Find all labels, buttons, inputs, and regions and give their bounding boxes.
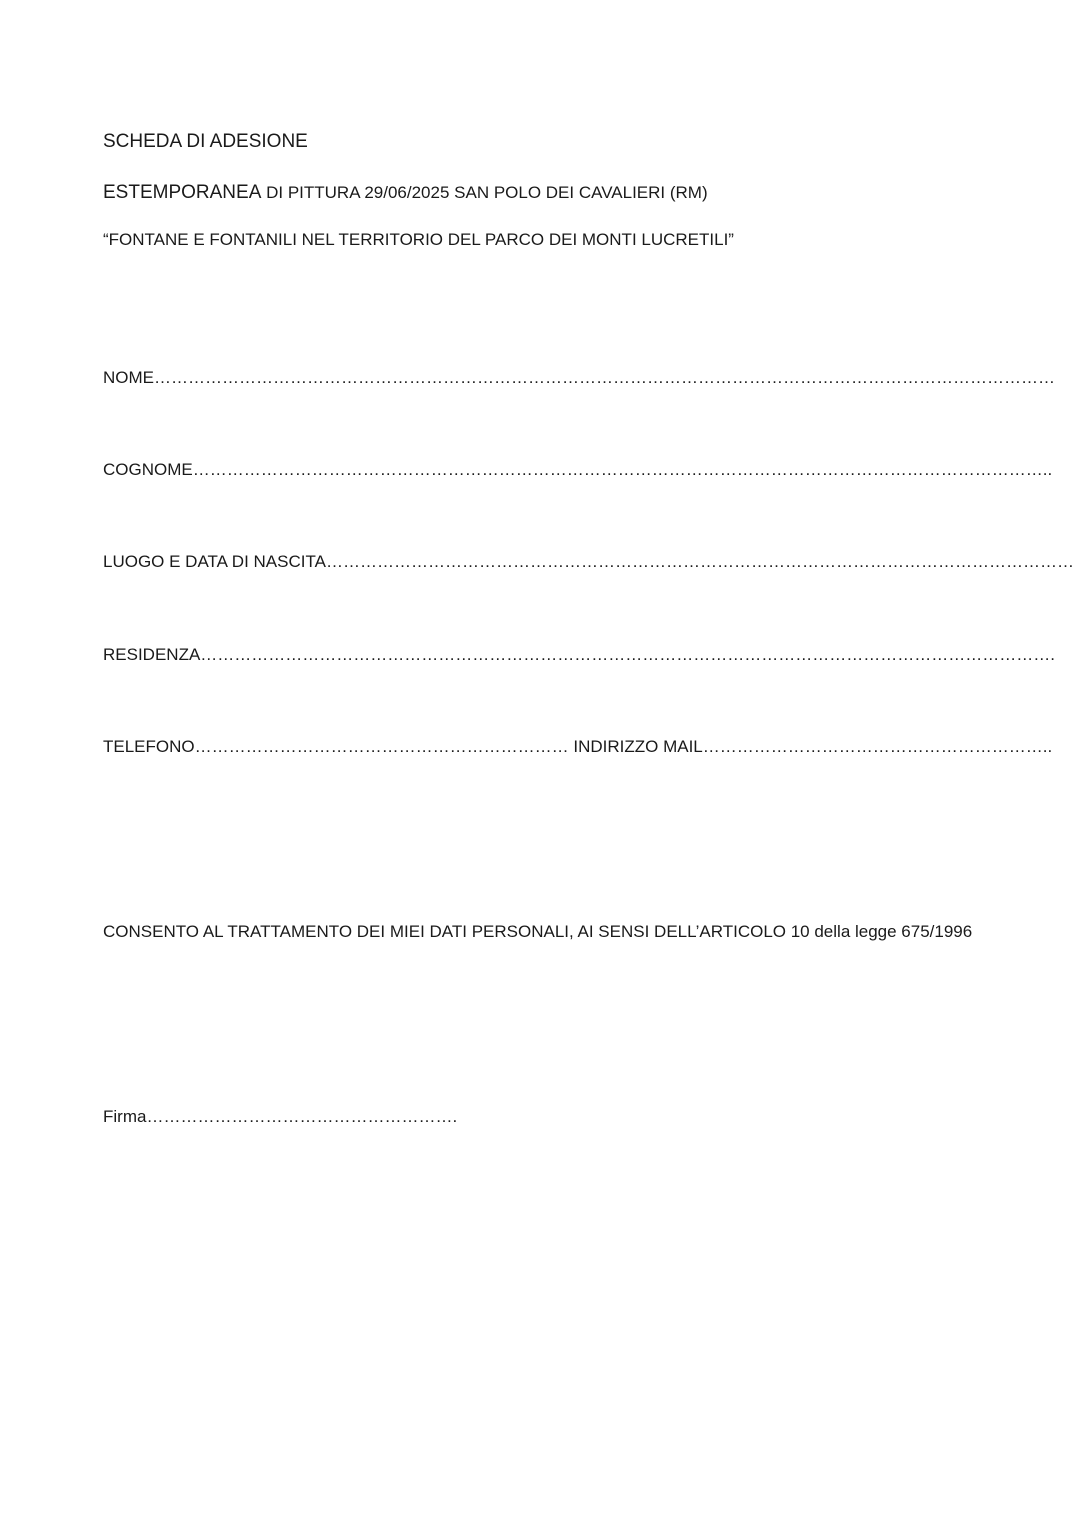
field-nome-label: NOME — [103, 368, 154, 387]
field-firma — [103, 1105, 457, 1129]
field-cognome-label: COGNOME — [103, 460, 193, 479]
field-nome-input[interactable]: …………………………………………………………………………………………………………………………………………… — [154, 368, 1055, 387]
field-cognome — [103, 458, 1052, 482]
field-email-input[interactable]: …………………………………………………….. — [702, 737, 1053, 756]
field-nascita-label: LUOGO E DATA DI NASCITA — [103, 552, 326, 571]
field-residenza-label: RESIDENZA — [103, 645, 201, 664]
field-nascita-input[interactable]: …………………………………………………………………………………………………………………… — [325, 552, 1074, 571]
field-telefono-input[interactable]: ………………………………………………………… — [194, 737, 569, 756]
field-email-label: INDIRIZZO MAIL — [568, 737, 703, 756]
field-telefono-label: TELEFONO — [103, 737, 195, 756]
field-residenza-input[interactable]: ……………………………………………………………………………………………………………………………………. — [200, 645, 1056, 664]
field-firma-label: Firma — [103, 1107, 147, 1126]
form-title: SCHEDA DI ADESIONE — [103, 131, 308, 152]
field-telefono-email-row — [103, 735, 1052, 759]
field-nascita — [103, 550, 1074, 574]
field-firma-input[interactable]: ………………………………………………. — [146, 1107, 458, 1126]
event-heading-details: DI PITTURA 29/06/2025 SAN POLO DEI CAVALIERI (RM) — [261, 183, 708, 202]
event-heading — [103, 180, 708, 205]
field-cognome-input[interactable]: …………………………………………………………………………………………………………………………………….. — [192, 460, 1053, 479]
event-theme: “FONTANE E FONTANILI NEL TERRITORIO DEL PARCO DEI MONTI LUCRETILI” — [103, 230, 734, 249]
event-heading-prefix: ESTEMPORANEA — [103, 182, 262, 203]
field-residenza — [103, 643, 1055, 667]
field-nome — [103, 366, 1055, 390]
consent-statement: CONSENTO AL TRATTAMENTO DEI MIEI DATI PERSONALI, AI SENSI DELL’ARTICOLO 10 della legge 675/1996 — [103, 922, 973, 941]
